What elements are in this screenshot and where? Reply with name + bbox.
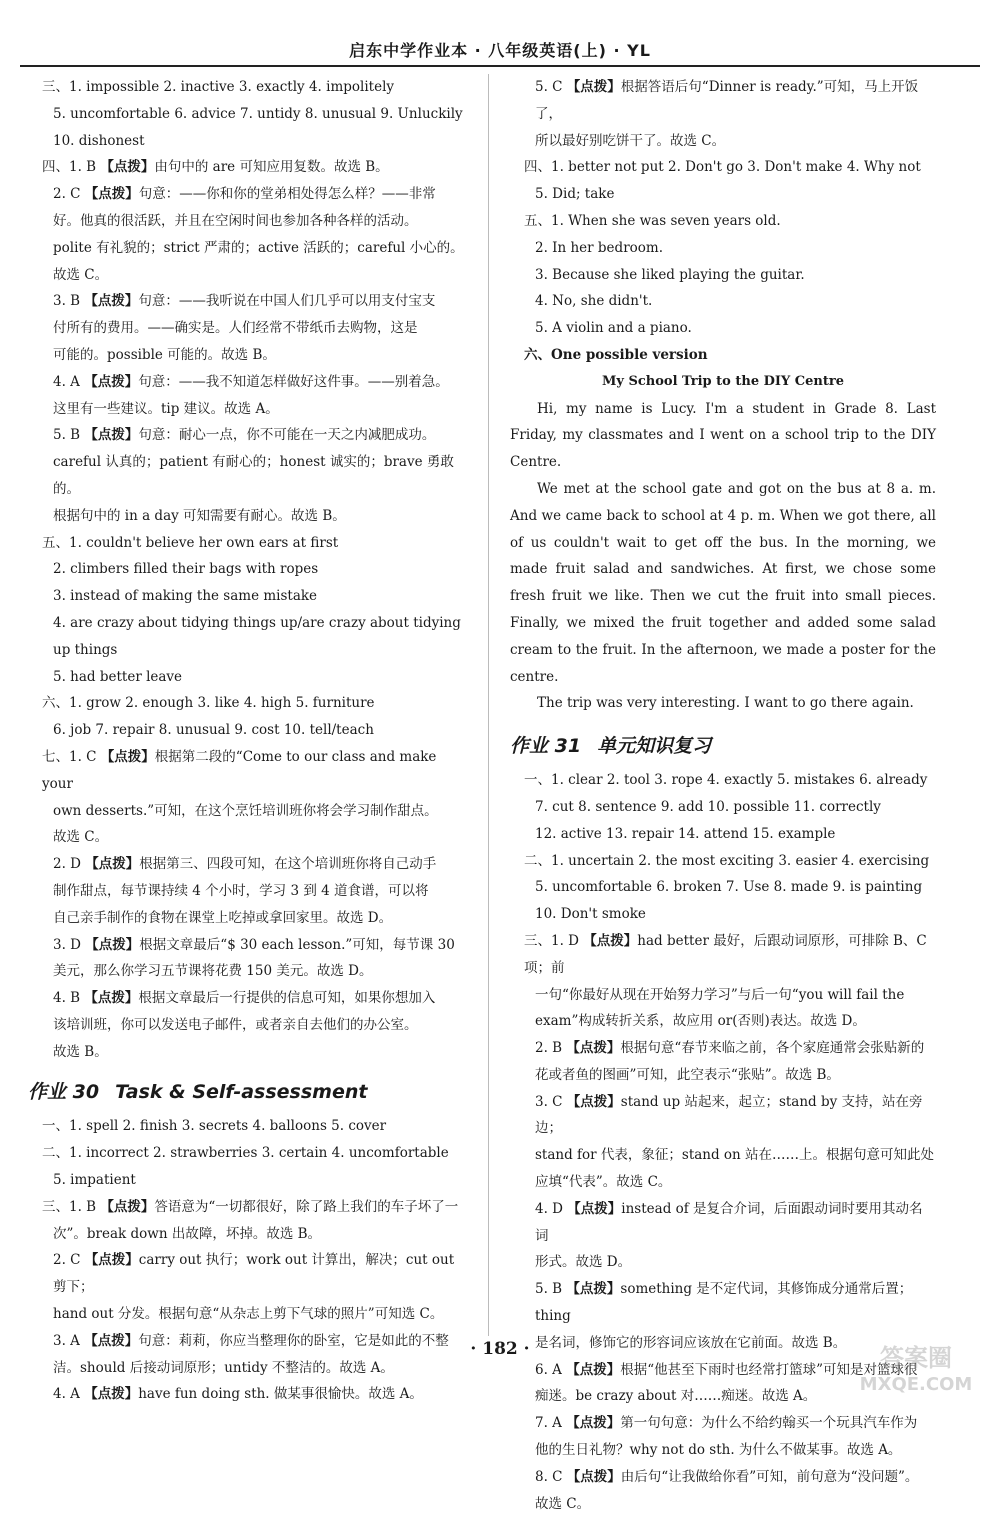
homework-30-heading — [28, 1077, 468, 1107]
answer-line: 2. B 【点拨】根据句意“春节来临之前，各个家庭通常会张贴新的 — [535, 1040, 925, 1057]
answer-line: 5. uncomfortable 6. advice 7. untidy 8. unusual 9. Unluckily — [53, 105, 463, 122]
answer-line: 4. A 【点拨】句意：——我不知道怎样做好这件事。——别着急。 — [53, 373, 449, 390]
column-divider — [488, 74, 489, 1336]
essay-paragraph: The trip was very interesting. I want to go there again. — [537, 695, 914, 712]
answer-line: 故选 B。 — [53, 1043, 108, 1060]
answer-line: 七、1. C 【点拨】根据第二段的“Come to our class and make your — [42, 748, 437, 792]
answer-line: 4. No, she didn't. — [535, 293, 653, 310]
answer-line: stand for 代表，象征；stand on 站在……上。根据句意可知此处 — [535, 1147, 935, 1164]
answer-line: 4. are crazy about tidying things up/are crazy about tidying — [53, 614, 461, 631]
answer-line: own desserts.”可知，在这个烹饪培训班你将会学习制作甜点。 — [53, 802, 438, 819]
answer-line: 5. C 【点拨】根据答语后句“Dinner is ready.”可知，马上开饭了， — [535, 79, 919, 122]
essay-paragraph: We met at the school gate and got on the bus at 8 a. m. And we came back to school at 4 p. m. When we got there, all of us couldn't wait to get off the bus. In the morning, we made fruit salad and sandwiches. At first, we chose some fresh fruit we like. Then we cut the fruit into small pieces. Finally, we mixed the fruit together and added some salad cream to the fruit. In the afternoon, we made a poster for the centre. — [510, 480, 936, 685]
page-number: · 182 · — [470, 1339, 530, 1359]
answer-line: 所以最好别吃饼干了。故选 C。 — [535, 132, 726, 149]
answer-line: 五、1. couldn't believe her own ears at first — [42, 534, 339, 551]
answer-line: 好。他真的很活跃，并且在空闲时间也参加各种各样的活动。 — [53, 212, 418, 229]
answer-line: 10. Don't smoke — [535, 906, 646, 923]
answer-line: 3. B 【点拨】句意：——我听说在中国人们几乎可以用支付宝支 — [53, 293, 436, 310]
left-column — [28, 74, 468, 1408]
answer-line: 8. C 【点拨】由后句“让我做给你看”可知，前句意为“没问题”。 — [535, 1468, 919, 1485]
answer-line: 6. job 7. repair 8. unusual 9. cost 10. tell/teach — [53, 722, 374, 739]
answer-line: 付所有的费用。——确实是。人们经常不带纸币去购物，这是 — [53, 320, 418, 337]
answer-line: 5. A violin and a piano. — [535, 320, 692, 337]
header-rule — [20, 65, 980, 67]
answer-line: 形式。故选 D。 — [535, 1254, 632, 1271]
homework-31-title: 单元知识复习 — [597, 735, 712, 758]
homework-30-title: Task & Self-assessment — [115, 1081, 368, 1104]
essay-title: My School Trip to the DIY Centre — [602, 373, 844, 389]
homework-30-label: 作业 30 — [28, 1081, 100, 1104]
answer-line: 是名词，修饰它的形容词应该放在它前面。故选 B。 — [535, 1334, 847, 1351]
answer-line: 2. C 【点拨】carry out 执行；work out 计算出，解决；cut out 剪下； — [53, 1252, 455, 1296]
right-answers — [510, 74, 936, 342]
answer-line: 故选 C。 — [53, 266, 109, 283]
answer-line: 可能的。possible 可能的。故选 B。 — [53, 346, 276, 363]
answer-line: 三、1. D 【点拨】had better 最好，后跟动词原形，可排除 B、C 项；前 — [524, 932, 927, 976]
answer-line: careful 认真的；patient 有耐心的；honest 诚实的；brave 勇敢的。 — [53, 454, 454, 497]
answer-line: 故选 C。 — [53, 829, 109, 846]
answer-line: 洁。should 后接动词原形；untidy 不整洁的。故选 A。 — [53, 1359, 394, 1376]
answer-line: 痴迷。be crazy about 对……痴迷。故选 A。 — [535, 1388, 817, 1405]
answer-line: hand out 分发。根据句意“从杂志上剪下气球的照片”可知选 C。 — [53, 1306, 444, 1323]
answer-line: 三、1. B 【点拨】答语意为“一切都很好，除了路上我们的车子坏了一 — [42, 1198, 459, 1215]
answer-line: 2. C 【点拨】句意：——你和你的堂弟相处得怎么样？——非常 — [53, 186, 436, 203]
watermark-logo — [838, 1338, 994, 1396]
answer-line: 3. D 【点拨】根据文章最后“$ 30 each lesson.”可知，每节课 30 — [53, 936, 455, 953]
answer-line: 该培训班，你可以发送电子邮件，或者亲自去他们的办公室。 — [53, 1016, 418, 1033]
answer-line: 5. impatient — [53, 1172, 136, 1189]
answer-line: 2. climbers filled their bags with ropes — [53, 561, 319, 578]
answer-line: 5. B 【点拨】something 是不定代词，其修饰成分通常后置；thing — [535, 1281, 913, 1325]
answer-line: 二、1. incorrect 2. strawberries 3. certain 4. uncomfortable — [42, 1145, 449, 1162]
answer-line: exam”构成转折关系，故应用 or(否则)表达。故选 D。 — [535, 1013, 866, 1030]
answer-line: 7. A 【点拨】第一句句意：为什么不给约翰买一个玩具汽车作为 — [535, 1415, 918, 1432]
answer-line: 10. dishonest — [53, 132, 145, 149]
answer-line: 花或者鱼的图画”可知，此空表示“张贴”。故选 B。 — [535, 1066, 840, 1083]
answer-line: 一句“你最好从现在开始努力学习”与后一句“you will fail the — [535, 986, 905, 1003]
answer-line: 5. uncomfortable 6. broken 7. Use 8. made 9. is painting — [535, 879, 923, 896]
homework-31-label: 作业 31 — [510, 735, 582, 758]
watermark-top: 答案圈 — [880, 1344, 952, 1372]
answer-line: 这里有一些建议。tip 建议。故选 A。 — [53, 400, 279, 417]
answer-line: 四、1. B 【点拨】由句中的 are 可知应用复数。故选 B。 — [42, 159, 389, 176]
answer-line: 制作甜点，每节课持续 4 个小时，学习 3 到 4 道食谱，可以将 — [53, 882, 429, 899]
answer-line: 故选 C。 — [535, 1495, 591, 1512]
homework-31-heading — [510, 731, 936, 761]
left-answers — [28, 74, 468, 1065]
watermark-bottom: MXQE.COM — [859, 1374, 973, 1395]
right-column — [510, 74, 936, 1517]
answer-line: 5. Did; take — [535, 186, 615, 203]
answer-line: 二、1. uncertain 2. the most exciting 3. easier 4. exercising — [524, 852, 930, 869]
answer-line: 3. instead of making the same mistake — [53, 588, 318, 605]
answer-line: 3. A 【点拨】句意：莉莉，你应当整理你的卧室，它是如此的不整 — [53, 1332, 449, 1349]
answer-line: 4. D 【点拨】instead of 是复合介词，后面跟动词时要用其动名词 — [535, 1200, 923, 1244]
answer-line: 6. A 【点拨】根据“他甚至下雨时也经常打篮球”可知是对篮球很 — [535, 1361, 918, 1378]
essay-label: 六、One possible version — [524, 346, 708, 363]
answer-line: 三、1. impossible 2. inactive 3. exactly 4. impolitely — [42, 79, 395, 95]
answer-line: 美元，那么你学习五节课将花费 150 美元。故选 D。 — [53, 963, 373, 980]
answer-line: 五、1. When she was seven years old. — [524, 212, 781, 229]
answer-line: 自己亲手制作的食物在课堂上吃掉或拿回家里。故选 D。 — [53, 909, 393, 926]
answer-line: 4. A 【点拨】have fun doing sth. 做某事很愉快。故选 A。 — [53, 1386, 423, 1403]
homework-30-answers — [28, 1113, 468, 1408]
answer-line: 根据句中的 in a day 可知需要有耐心。故选 B。 — [53, 507, 346, 524]
answer-line: 四、1. better not put 2. Don't go 3. Don't make 4. Why not — [524, 159, 921, 176]
answer-line: 2. D 【点拨】根据第三、四段可知，在这个培训班你将自己动手 — [53, 856, 437, 873]
answer-line: 7. cut 8. sentence 9. add 10. possible 11. correctly — [535, 798, 881, 815]
answer-line: 六、1. grow 2. enough 3. like 4. high 5. furniture — [42, 695, 375, 712]
answer-line: 4. B 【点拨】根据文章最后一行提供的信息可知，如果你想加入 — [53, 990, 436, 1007]
answer-line: 2. In her bedroom. — [535, 239, 663, 256]
answer-line: up things — [53, 641, 118, 658]
answer-line: 5. B 【点拨】句意：耐心一点，你不可能在一天之内减肥成功。 — [53, 427, 436, 444]
page-header: 启东中学作业本 · 八年级英语(上) · YL — [349, 41, 651, 60]
homework-31-answers — [510, 767, 936, 1517]
answer-line: polite 有礼貌的；strict 严肃的；active 活跃的；careful 小心的。 — [53, 239, 464, 256]
answer-line: 次”。break down 出故障，坏掉。故选 B。 — [53, 1225, 322, 1242]
answer-line: 12. active 13. repair 14. attend 15. example — [535, 825, 836, 842]
essay-paragraph: Hi, my name is Lucy. I'm a student in Grade 8. Last Friday, my classmates and I went on a school trip to the DIY Centre. — [510, 400, 936, 471]
essay-body — [510, 396, 936, 718]
answer-line: 一、1. clear 2. tool 3. rope 4. exactly 5. mistakes 6. already — [524, 772, 928, 789]
answer-line: 3. Because she liked playing the guitar. — [535, 266, 805, 283]
answer-line: 一、1. spell 2. finish 3. secrets 4. balloons 5. cover — [42, 1118, 387, 1135]
answer-line: 3. C 【点拨】stand up 站起来，起立；stand by 支持，站在旁边； — [535, 1093, 923, 1137]
answer-line: 5. had better leave — [53, 668, 183, 685]
answer-line: 他的生日礼物？why not do sth. 为什么不做某事。故选 A。 — [535, 1442, 902, 1459]
answer-line: 应填“代表”。故选 C。 — [535, 1174, 672, 1191]
